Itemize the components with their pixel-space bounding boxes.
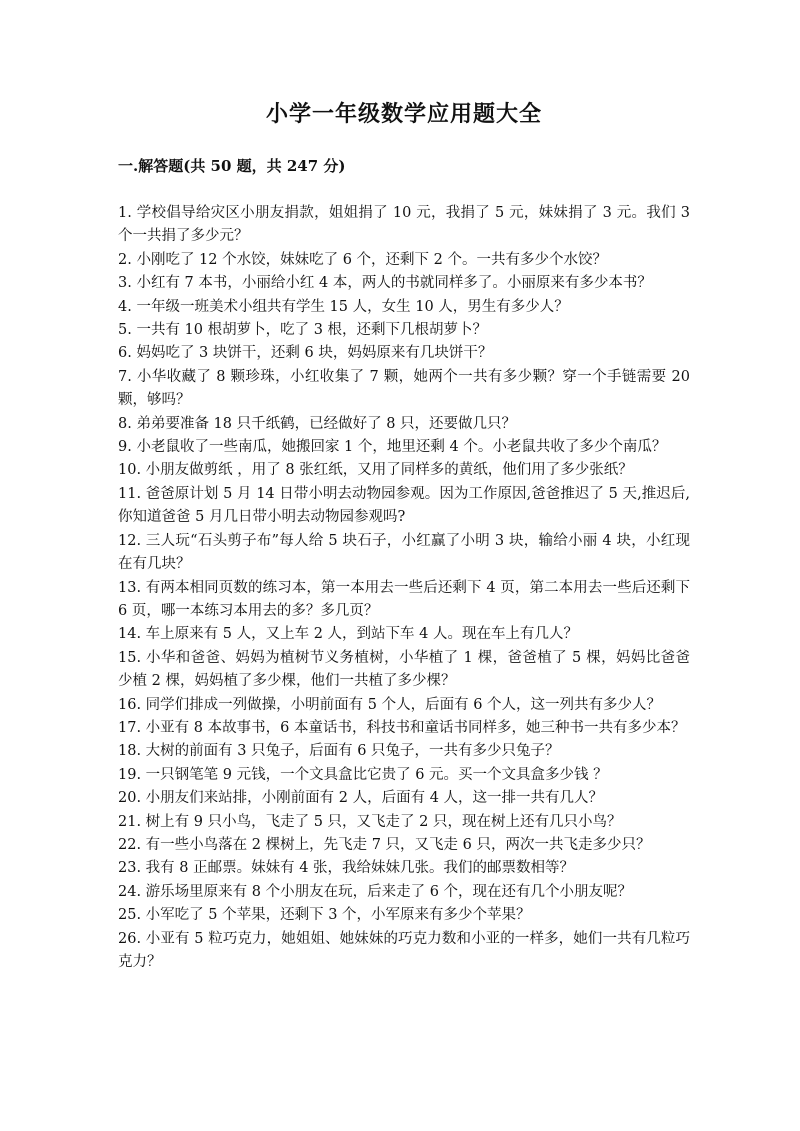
question-item: 24. 游乐场里原来有 8 个小朋友在玩，后来走了 6 个，现在还有几个小朋友呢？: [118, 883, 633, 900]
question-item: 15. 小华和爸爸、妈妈为植树节义务植树，小华植了 1 棵，爸爸植了 5 棵，妈妈比爸爸少植 2 棵，妈妈植了多少棵，他们一共植了多少棵？: [118, 649, 690, 690]
section-heading: 一.解答题(共 50 题，共 247 分): [118, 157, 346, 175]
question-item: 1. 学校倡导给灾区小朋友捐款，姐姐捐了 10 元，我捐了 5 元，妹妹捐了 3 元。我们 3 个一共捐了多少元？: [118, 205, 690, 245]
question-item: 5. 一共有 10 根胡萝卜，吃了 3 根，还剩下几根胡萝卜？: [118, 322, 488, 339]
question-item: 17. 小亚有 8 本故事书，6 本童话书，科技书和童话书同样多，她三种书一共有多少本？: [118, 719, 686, 736]
question-item: 19. 一只钢笔笔 9 元钱，一个文具盒比它贵了 6 元。买一个文具盒多少钱 ？: [118, 766, 608, 783]
question-list: [118, 202, 690, 974]
question-item: 8. 弟弟要准备 18 只千纸鹤，已经做好了 8 只，还要做几只？: [118, 415, 517, 432]
question-item: 26. 小亚有 5 粒巧克力，她姐姐、她妹妹的巧克力数和小亚的一样多，她们一共有几粒巧克力？: [118, 930, 690, 970]
question-item: 23. 我有 8 正邮票。妹妹有 4 张，我给妹妹几张。我们的邮票数相等？: [118, 860, 575, 877]
question-item: 10. 小朋友做剪纸 ，用了 8 张红纸，又用了同样多的黄纸，他们用了多少张纸？: [118, 462, 633, 479]
question-item: 14. 车上原来有 5 人，又上车 2 人，到站下车 4 人。现在车上有几人？: [118, 626, 578, 643]
question-item: 13. 有两本相同页数的练习本，第一本用去一些后还剩下 4 页，第二本用去一些后还剩下 6 页，哪一本练习本用去的多？多几页？: [118, 579, 690, 619]
question-item: 12. 三人玩“石头剪子布”每人给 5 块石子，小红赢了小明 3 块，输给小丽 4 块，小红现在有几块？: [118, 532, 690, 573]
question-item: 21. 树上有 9 只小鸟，飞走了 5 只，又飞走了 2 只，现在树上还有几只小鸟？: [118, 813, 622, 830]
question-item: 4. 一年级一班美术小组共有学生 15 人，女生 10 人，男生有多少人？: [118, 298, 569, 315]
question-item: 20. 小朋友们来站排，小刚前面有 2 人，后面有 4 人，这一排一共有几人？: [118, 790, 604, 807]
question-item: 18. 大树的前面有 3 只兔子，后面有 6 只兔子，一共有多少只兔子？: [118, 743, 560, 760]
question-item: 25. 小军吃了 5 个苹果，还剩下 3 个，小军原来有多少个苹果？: [118, 907, 531, 924]
question-item: 2. 小刚吃了 12 个水饺，妹妹吃了 6 个，还剩下 2 个。一共有多少个水饺？: [118, 251, 607, 268]
question-item: 22. 有一些小鸟落在 2 棵树上，先飞走 7 只，又飞走 6 只，两次一共飞走多少只？: [118, 836, 651, 853]
question-item: 6. 妈妈吃了 3 块饼干，还剩 6 块，妈妈原来有几块饼干？: [118, 345, 493, 362]
question-item: 9. 小老鼠收了一些南瓜，她搬回家 1 个，地里还剩 4 个。小老鼠共收了多少个南瓜？: [118, 439, 667, 456]
question-item: 16. 同学们排成一列做操，小明前面有 5 个人，后面有 6 个人，这一列共有多少人？: [118, 696, 662, 713]
question-item: 11. 爸爸原计划 5 月 14 日带小明去动物园参观。因为工作原因,爸爸推迟了 5 天,推迟后,你知道爸爸 5 月几日带小明去动物园参观吗?: [118, 485, 690, 526]
question-item: 7. 小华收藏了 8 颗珍珠，小红收集了 7 颗，她两个一共有多少颗？穿一个手链需要 20 颗，够吗？: [118, 368, 690, 409]
document-title: 小学一年级数学应用题大全: [265, 101, 542, 127]
question-item: 3. 小红有 7 本书，小丽给小红 4 本，两人的书就同样多了。小丽原来有多少本书？: [118, 275, 652, 292]
